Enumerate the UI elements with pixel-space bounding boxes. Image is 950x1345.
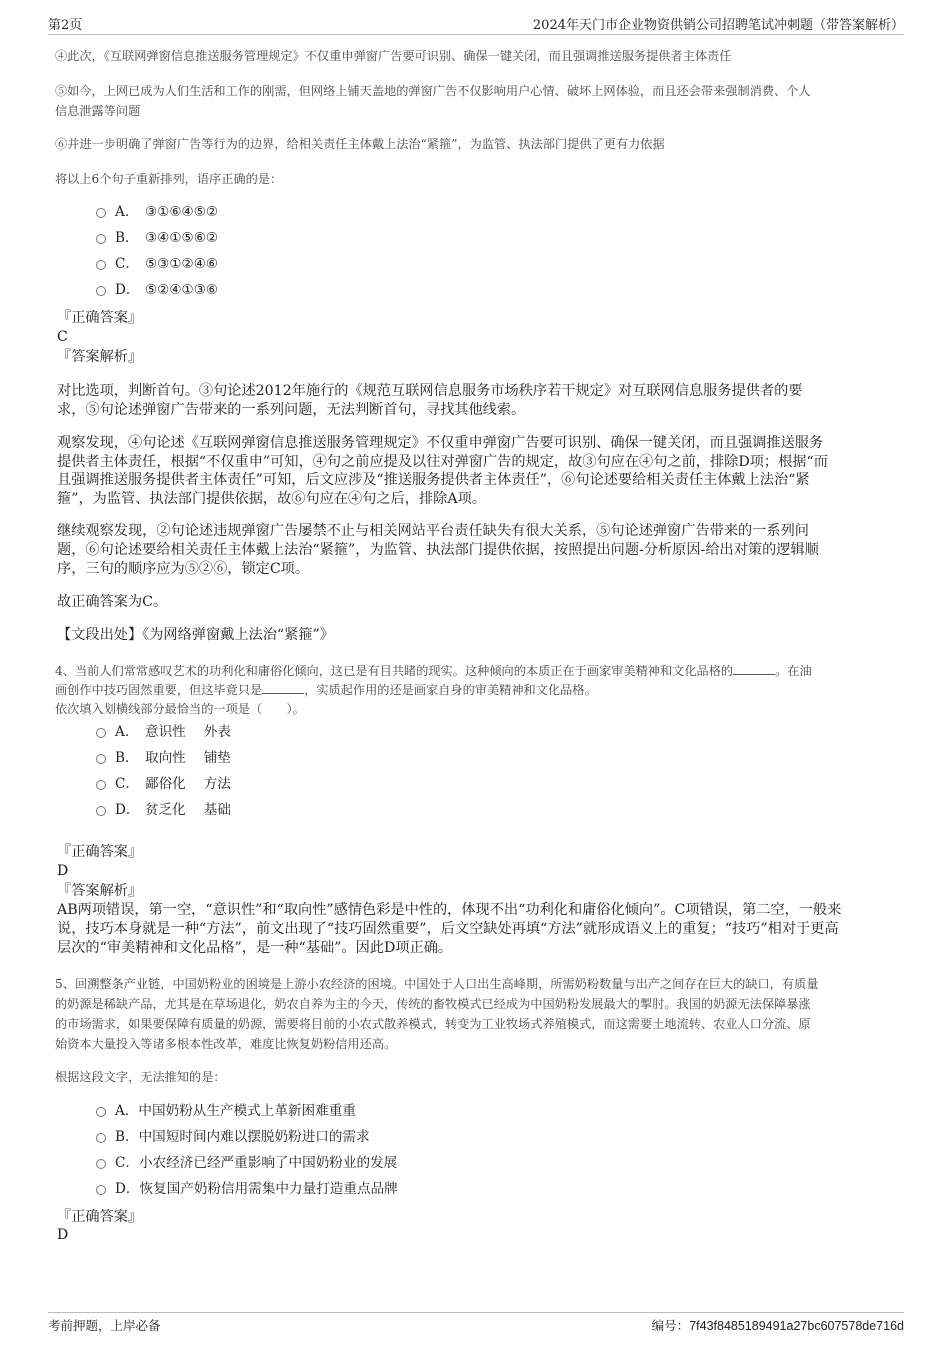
radio-icon[interactable] xyxy=(96,806,106,816)
radio-icon[interactable] xyxy=(96,1185,106,1195)
sentence-5-line2: 信息泄露等问题 xyxy=(55,104,141,118)
radio-icon[interactable] xyxy=(96,754,106,764)
document-code: 编号：7f43f8485189491a27bc607578de716d xyxy=(651,1318,904,1333)
q5-line3: 的市场需求，如果要保障有质量的奶源，需要将目前的小农式散养模式，转变为工业牧场式养殖模式，而这需要土地流转、农业人口分流、原 xyxy=(55,1017,811,1031)
analysis-conclusion: 故正确答案为C。 xyxy=(57,594,168,610)
question-stem: 将以上6个句子重新排列，语序正确的是： xyxy=(55,172,283,186)
page-footer xyxy=(48,1312,904,1335)
q4-analysis-label: 『答案解析』 xyxy=(57,883,143,899)
q5-option-b[interactable]: B．中国短时间内难以摆脱奶粉进口的需求 xyxy=(96,1127,370,1147)
radio-icon[interactable] xyxy=(96,208,106,218)
radio-icon[interactable] xyxy=(96,728,106,738)
q4-answer-value: D xyxy=(57,863,69,879)
analysis-p2-line3: 且强调推送服务提供者主体责任”可知，后文应涉及“推送服务提供者主体责任”，⑥句论述要给相关责任主体戴上法治“紧 xyxy=(57,472,810,488)
footer-slogan: 考前押题，上岸必备 xyxy=(48,1318,161,1333)
q4-instruction: 依次填入划横线部分最恰当的一项是（ ）。 xyxy=(55,702,305,716)
sentence-6: ⑥并进一步明确了弹窗广告等行为的边界，给相关责任主体戴上法治“紧箍”，为监管、执法部门提供了更有力依据 xyxy=(55,137,665,151)
radio-icon[interactable] xyxy=(96,286,106,296)
q4-line1: 4、当前人们常常感叹艺术的功利化和庸俗化倾向，这已是有目共睹的现实。这种倾向的本质正在于画家审美精神和文化品格的 。在油 xyxy=(55,664,812,678)
q5-answer-label: 『正确答案』 xyxy=(57,1209,143,1225)
q3-option-a[interactable]: A． ③①⑥④⑤② xyxy=(96,202,218,222)
q3-option-c[interactable]: C． ⑤③①②④⑥ xyxy=(96,254,218,274)
q3-option-d[interactable]: D． ⑤②④①③⑥ xyxy=(96,280,218,300)
q4-option-a[interactable]: A． 意识性 外表 xyxy=(96,722,231,742)
q5-line1: 5、回溯整条产业链，中国奶粉业的困境是上游小农经济的困境。中国处于人口出生高峰期，所需奶粉数量与出产之间存在巨大的缺口，有质量 xyxy=(55,977,819,991)
page-number: 第2页 xyxy=(48,18,83,33)
q5-stem: 根据这段文字，无法推知的是： xyxy=(55,1070,226,1084)
radio-icon[interactable] xyxy=(96,780,106,790)
q4-answer-label: 『正确答案』 xyxy=(57,844,143,860)
document-title: 2024年天门市企业物资供销公司招聘笔试冲刺题（带答案解析） xyxy=(532,18,904,33)
q4-analysis-line2: 说，技巧本身就是一种“方法”，前文出现了“技巧固然重要”，后文空缺处再填“方法”就形成语义上的重复；“技巧”相对于更高 xyxy=(57,921,839,937)
analysis-p3-line3: 序，三句的顺序应为⑤②⑥，锁定C项。 xyxy=(57,561,310,577)
radio-icon[interactable] xyxy=(96,234,106,244)
q5-option-a[interactable]: A．中国奶粉从生产模式上革新困难重重 xyxy=(96,1101,356,1121)
page-header xyxy=(48,14,904,35)
text-source: 【文段出处】《为网络弹窗戴上法治“紧箍”》 xyxy=(57,627,334,643)
analysis-label: 『答案解析』 xyxy=(57,349,143,365)
analysis-p2-line1: 观察发现，④句论述《互联网弹窗信息推送服务管理规定》不仅重申弹窗广告要可识别、确保一键关闭，而且强调推送服务 xyxy=(57,435,824,451)
radio-icon[interactable] xyxy=(96,1133,106,1143)
radio-icon[interactable] xyxy=(96,1107,106,1117)
q5-option-d[interactable]: D．恢复国产奶粉信用需集中力量打造重点品牌 xyxy=(96,1179,398,1199)
sentence-5-line1: ⑤如今，上网已成为人们生活和工作的刚需，但网络上铺天盖地的弹窗广告不仅影响用户心情、破坏上网体验，而且还会带来强制消费、个人 xyxy=(55,84,811,98)
radio-icon[interactable] xyxy=(96,260,106,270)
analysis-p1-line2: 求，⑤句论述弹窗广告带来的一系列问题，无法判断首句，寻找其他线索。 xyxy=(57,402,526,418)
sentence-4: ④此次，《互联网弹窗信息推送服务管理规定》不仅重申弹窗广告要可识别、确保一键关闭，而且强调推送服务提供者主体责任 xyxy=(55,49,732,63)
q4-analysis-line3: 层次的“审美精神和文化品格”，是一种“基础”。因此D项正确。 xyxy=(57,940,453,956)
q4-option-b[interactable]: B． 取向性 铺垫 xyxy=(96,748,231,768)
q5-line2: 的奶源是稀缺产品，尤其是在草场退化，奶农自养为主的今天，传统的畜牧模式已经成为中国奶粉发展最大的掣肘。我国的奶源无法保障暴涨 xyxy=(55,997,811,1011)
q5-answer-value: D xyxy=(57,1227,69,1243)
analysis-p3-line1: 继续观察发现，②句论述违规弹窗广告屡禁不止与相关网站平台责任缺失有很大关系，⑤句论述弹窗广告带来的一系列问 xyxy=(57,523,809,539)
fill-blank xyxy=(733,662,775,675)
q4-option-c[interactable]: C． 鄙俗化 方法 xyxy=(96,774,231,794)
analysis-p3-line2: 题，⑥句论述要给相关责任主体戴上法治“紧箍”，为监管、执法部门提供依据，按照提出问题-分析原因-给出对策的逻辑顺 xyxy=(57,542,819,558)
analysis-p1-line1: 对比选项，判断首句。③句论述2012年施行的《规范互联网信息服务市场秩序若干规定》对互联网信息服务提供者的要 xyxy=(57,383,803,399)
analysis-p2-line4: 箍”，为监管、执法部门提供依据，故⑥句应在④句之后，排除A项。 xyxy=(57,491,486,507)
q4-line2: 画创作中技巧固然重要，但这毕竟只是 ，实质起作用的还是画家自身的审美精神和文化品格。 xyxy=(55,683,597,697)
radio-icon[interactable] xyxy=(96,1159,106,1169)
analysis-p2-line2: 提供者主体责任，根据“不仅重申”可知，④句之前应提及以往对弹窗广告的规定，故③句应在④句之前，排除D项；根据“而 xyxy=(57,454,828,470)
fill-blank xyxy=(262,681,304,694)
answer-value: C xyxy=(57,329,68,345)
q3-option-b[interactable]: B． ③④①⑤⑥② xyxy=(96,228,218,248)
answer-label: 『正确答案』 xyxy=(57,310,143,326)
q4-option-d[interactable]: D． 贫乏化 基础 xyxy=(96,800,231,820)
q5-line4: 始资本大量投入等诸多根本性改革，难度比恢复奶粉信用还高。 xyxy=(55,1037,397,1051)
q5-option-c[interactable]: C．小农经济已经严重影响了中国奶粉业的发展 xyxy=(96,1153,397,1173)
q4-analysis-line1: AB两项错误，第一空，“意识性”和“取向性”感情色彩是中性的，体现不出“功利化和庸俗化倾向”。C项错误，第二空，一般来 xyxy=(57,902,842,918)
